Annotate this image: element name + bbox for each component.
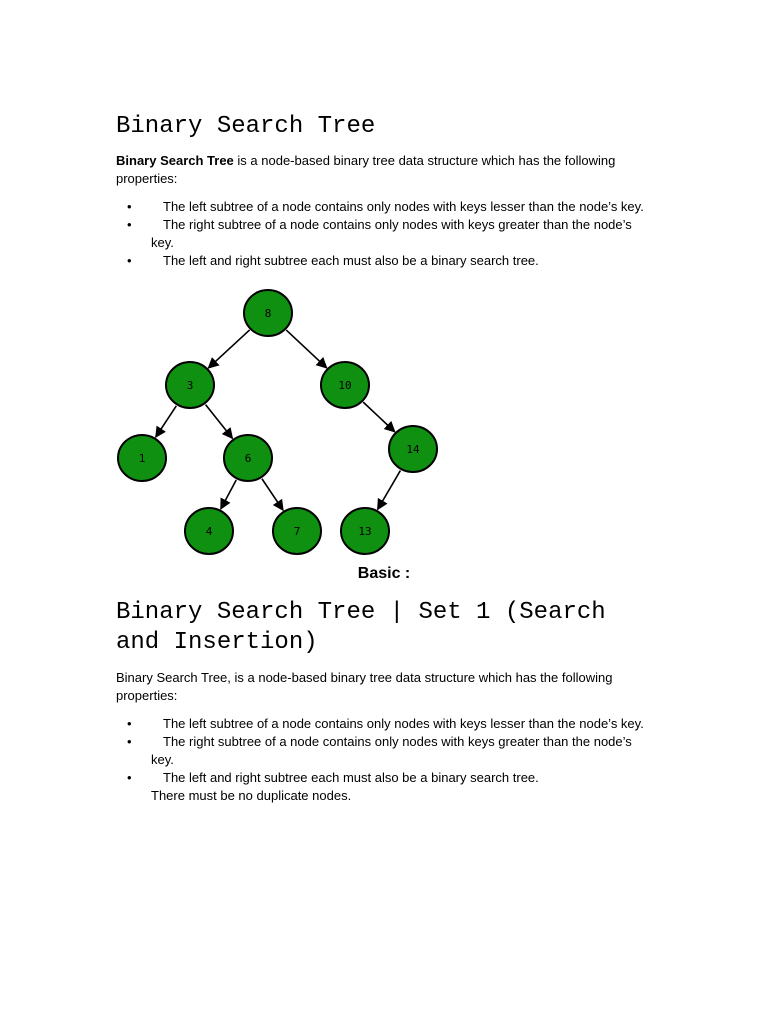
- page-title: Binary Search Tree: [116, 113, 376, 140]
- bullet-text: The left subtree of a node contains only nodes with keys lesser than the node’s key.: [163, 199, 644, 214]
- tree-edge-3-1: [156, 406, 177, 437]
- intro-rest-text: is a node-based binary tree data structure which has the following properties:: [116, 153, 616, 186]
- no-duplicates-text: There must be no duplicate nodes.: [151, 788, 352, 803]
- list-item: [116, 216, 656, 252]
- list-item: [116, 733, 656, 769]
- tree-node-14: [389, 426, 437, 472]
- tree-edge-10-14: [363, 402, 395, 432]
- list-item: [116, 715, 656, 733]
- section2-properties-list: [116, 715, 656, 805]
- bullet-icon: •: [127, 199, 132, 214]
- intro-paragraph: [116, 152, 636, 188]
- tree-node-label: 3: [186, 379, 194, 392]
- bullet-icon: •: [127, 253, 132, 268]
- tree-edge-6-4: [221, 480, 236, 509]
- tree-edge-8-10: [286, 330, 326, 368]
- binary-search-tree-diagram: [110, 284, 450, 564]
- tree-node-label: 14: [406, 443, 420, 456]
- tree-node-label: 6: [244, 452, 252, 465]
- section2-intro-paragraph: Binary Search Tree, is a node-based binary tree data structure which has the following properties:: [116, 670, 613, 703]
- bullet-icon: •: [127, 734, 132, 749]
- tree-edge-3-6: [206, 405, 233, 439]
- list-item: [116, 198, 656, 216]
- tree-node-6: [224, 435, 272, 481]
- tree-node-8: [244, 290, 292, 336]
- tree-node-label: 1: [138, 452, 146, 465]
- tree-node-7: [273, 508, 321, 554]
- tree-node-10: [321, 362, 369, 408]
- bullet-icon: •: [127, 770, 132, 785]
- bullet-text: The left and right subtree each must also be a binary search tree.: [163, 253, 539, 268]
- tree-node-label: 4: [205, 525, 213, 538]
- section-title: Binary Search Tree | Set 1 (Search and Insertion): [116, 599, 606, 656]
- bullet-text: The left subtree of a node contains only nodes with keys lesser than the node’s key.: [163, 716, 644, 731]
- bullet-text: The left and right subtree each must also be a binary search tree.: [163, 770, 539, 785]
- tree-node-label: 8: [264, 307, 272, 320]
- bullet-text: The right subtree of a node contains only nodes with keys greater than the node’s key.: [151, 734, 632, 767]
- list-item: [116, 252, 656, 270]
- tree-node-13: [341, 508, 389, 554]
- bullet-icon: •: [127, 217, 132, 232]
- bullet-text: The right subtree of a node contains only nodes with keys greater than the node’s key.: [151, 217, 632, 250]
- tree-node-label: 7: [293, 525, 301, 538]
- tree-node-1: [118, 435, 166, 481]
- bullet-icon: •: [127, 716, 132, 731]
- tree-edges: [156, 330, 401, 510]
- list-item: [116, 769, 656, 805]
- tree-edge-14-13: [378, 471, 401, 510]
- tree-node-label: 10: [338, 379, 352, 392]
- tree-edge-8-3: [208, 330, 249, 368]
- intro-bold-term: Binary Search Tree: [116, 153, 234, 168]
- tree-node-4: [185, 508, 233, 554]
- tree-edge-6-7: [262, 479, 283, 510]
- basic-heading: Basic :: [357, 565, 411, 582]
- tree-node-3: [166, 362, 214, 408]
- tree-node-label: 13: [358, 525, 372, 538]
- properties-list: [116, 198, 656, 270]
